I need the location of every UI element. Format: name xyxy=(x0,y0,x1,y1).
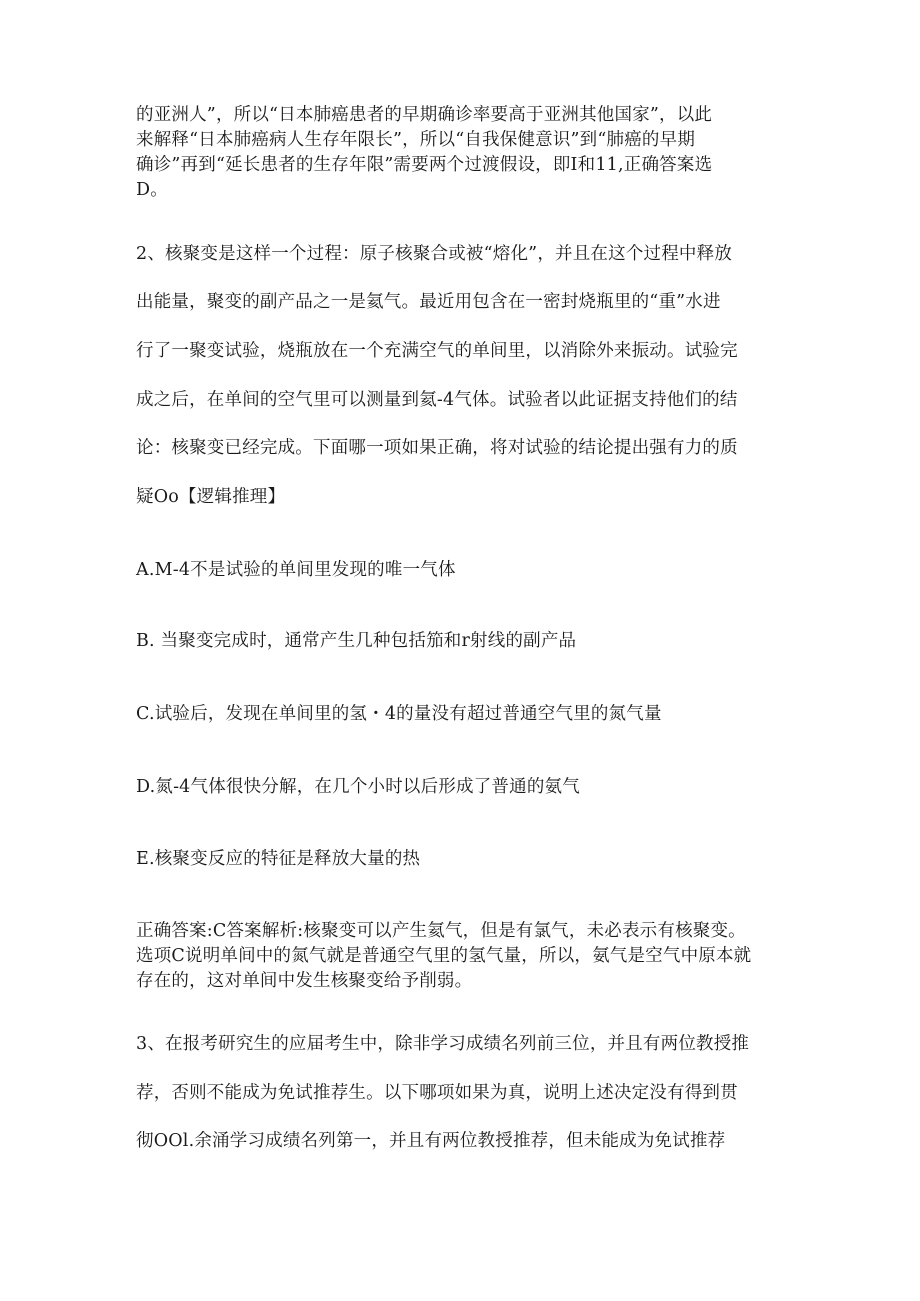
q2-option-d: D.氮-4气体很快分解，在几个小时以后形成了普通的氨气 xyxy=(136,777,580,797)
q2-answer-line-1: 正确答案:C答案解析:核聚变可以产生氦气，但是有氯气，未必表示有核聚变。 xyxy=(136,921,746,941)
q2-stem-line-2: 出能量，聚变的副产品之一是氦气。最近用包含在一密封烧瓶里的“重”水进 xyxy=(136,292,721,312)
prev-answer-line-3: 确诊”再到“延长患者的生存年限”需要两个过渡假设，即Ⅰ和11,正确答案选 xyxy=(136,155,713,175)
q2-stem-line-5: 论：核聚变已经完成。下面哪一项如果正确，将对试验的结论提出强有力的质 xyxy=(136,438,738,458)
q2-option-b: B. 当聚变完成时，通常产生几种包括笳和r射线的副产品 xyxy=(136,631,577,651)
prev-answer-line-2: 来解释“日本肺癌病人生存年限长”，所以“自我保健意识”到“肺癌的早期 xyxy=(136,130,696,150)
q3-stem-line-1: 3、在报考研究生的应届考生中，除非学习成绩名列前三位，并且有两位教授推 xyxy=(136,1034,750,1054)
q2-stem-line-6: 疑Oo【逻辑推理】 xyxy=(136,487,286,507)
q2-stem-line-3: 行了一聚变试验，烧瓶放在一个充满空气的单间里，以消除外来振动。试验完 xyxy=(136,341,738,361)
q2-answer-line-2: 选项C说明单间中的氮气就是普通空气里的氢气量，所以，氨气是空气中原本就 xyxy=(136,946,752,966)
q2-stem-line-1: 2、核聚变是这样一个过程：原子核聚合或被“熔化”，并且在这个过程中释放 xyxy=(136,244,733,264)
prev-answer-line-1: 的亚洲人”，所以“日本肺癌患者的早期确诊率要高于亚洲其他国家”，以此 xyxy=(136,105,713,125)
q3-stem-line-2: 荐，否则不能成为免试推荐生。以下哪项如果为真，说明上述决定没有得到贯 xyxy=(136,1083,738,1103)
q2-stem-line-4: 成之后，在单间的空气里可以测量到氦-4气体。试验者以此证据支持他们的结 xyxy=(136,390,738,410)
q2-option-e: E.核聚变反应的特征是释放大量的热 xyxy=(136,849,421,869)
q2-option-c: C.试验后，发现在单间里的氢・4的量没有超过普通空气里的氮气量 xyxy=(136,704,662,724)
q2-option-a: A.M-4不是试验的单间里发现的唯一气体 xyxy=(136,560,456,580)
prev-answer-line-4: D。 xyxy=(136,180,168,200)
q2-answer-line-3: 存在的，这对单间中发生核聚变给予削弱。 xyxy=(136,971,473,991)
q3-stem-line-3: 彻OOl.余涌学习成绩名列第一，并且有两位教授推荐，但未能成为免试推荐 xyxy=(136,1131,726,1151)
